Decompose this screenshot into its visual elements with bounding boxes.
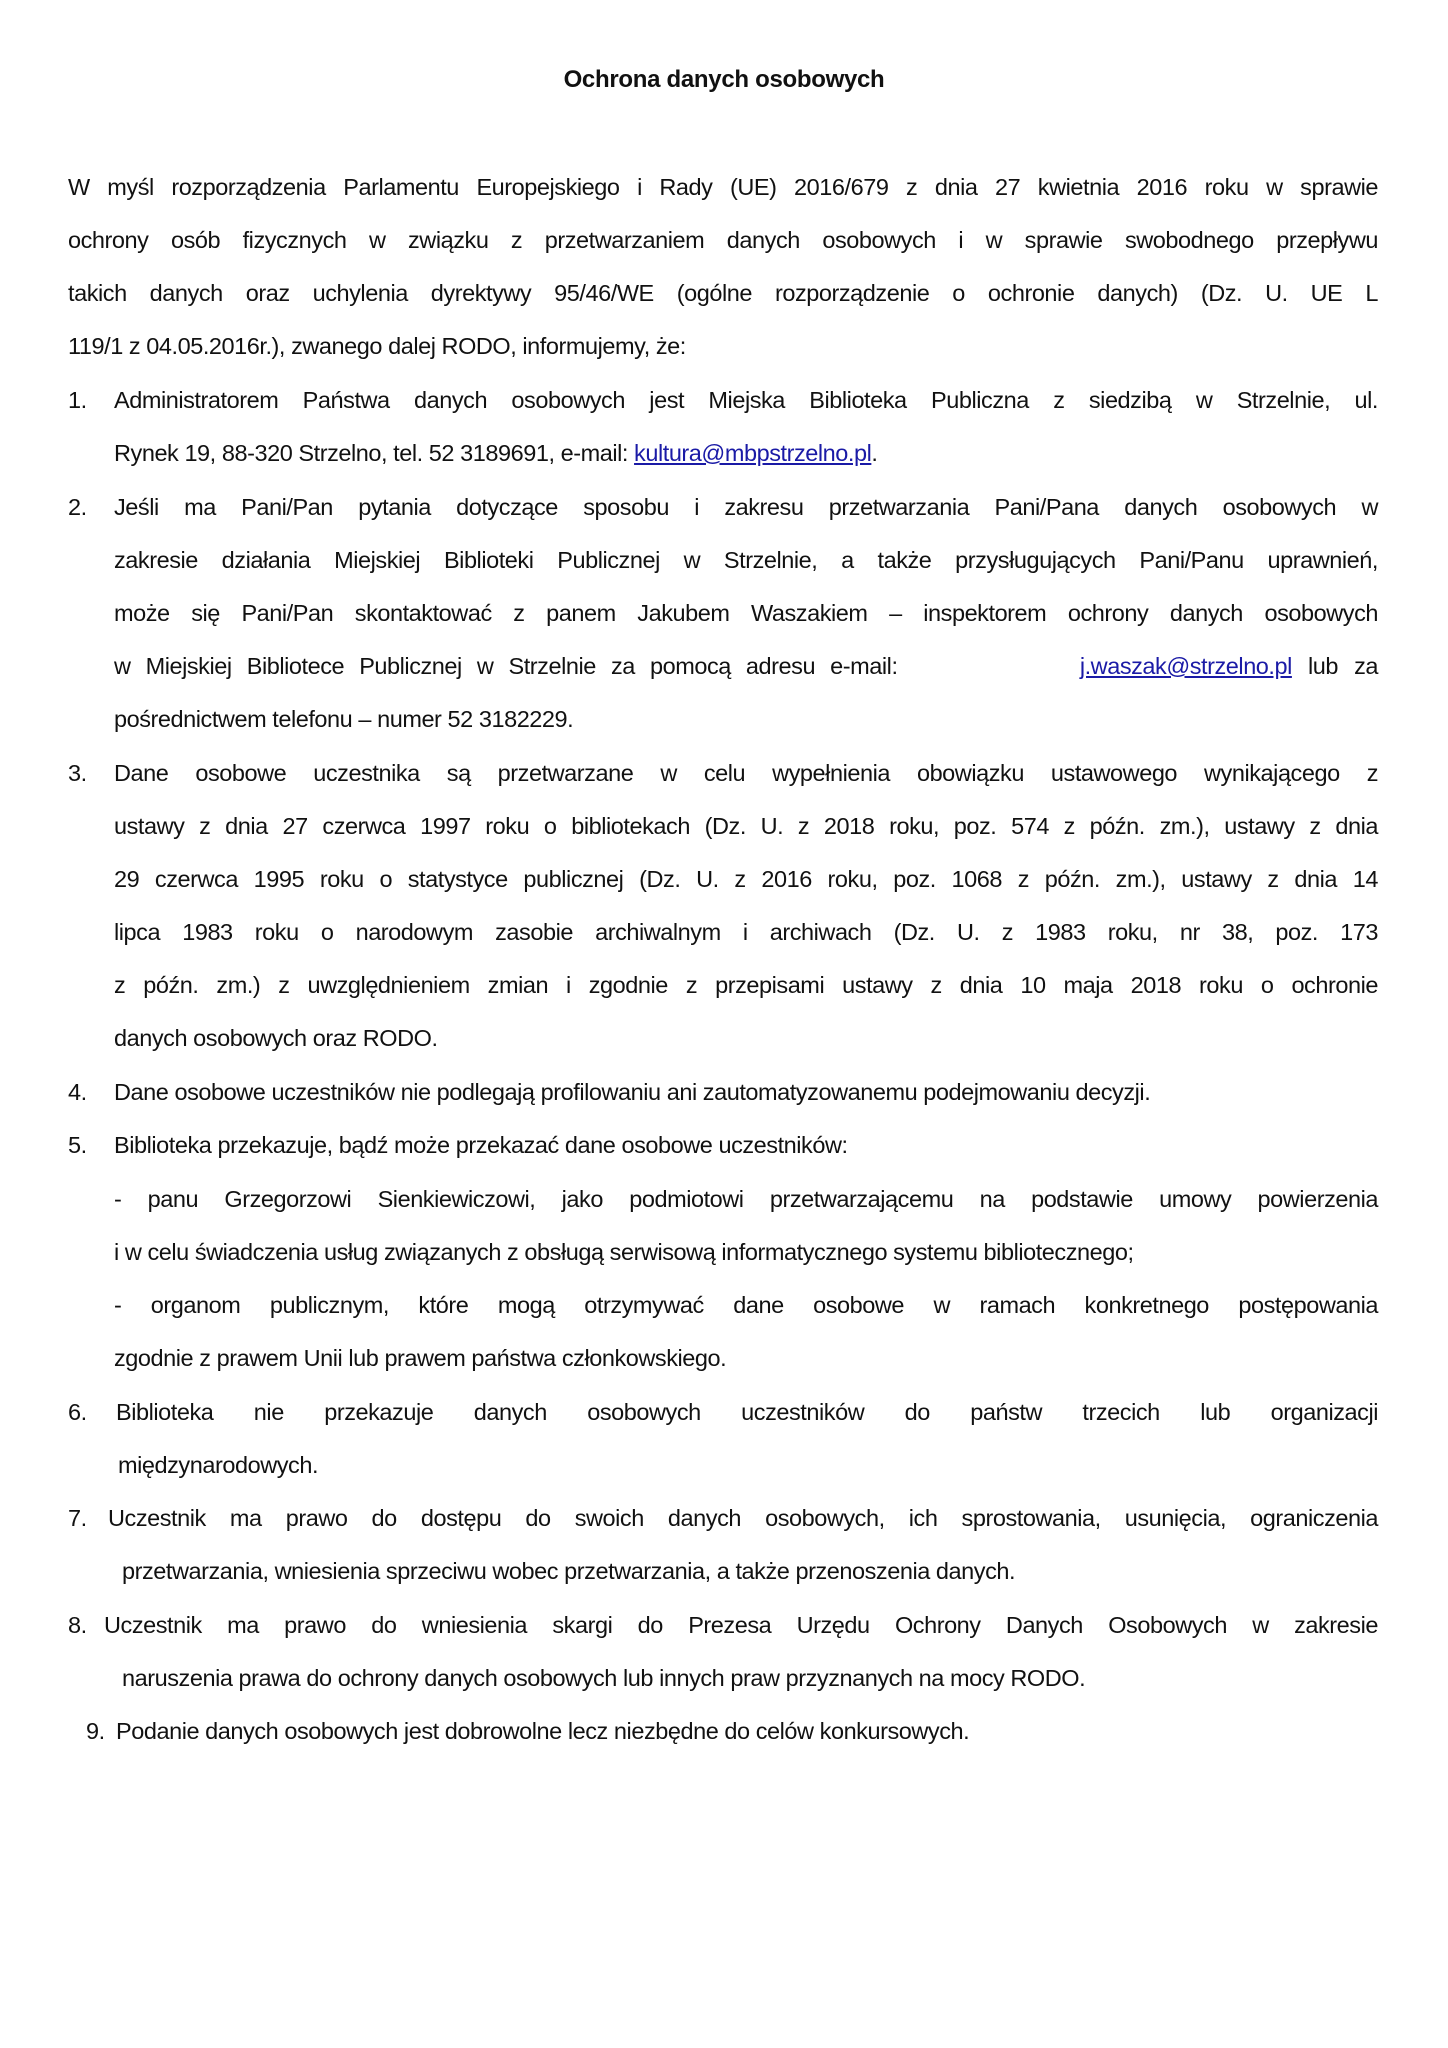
item-number: 9. [86,1718,105,1744]
item-line: Administratorem Państwa danych osobowych jest Miejska Biblioteka Publiczna z siedzibą w Strzelnie, ul. [114,387,1378,413]
intro-line: takich danych oraz uchylenia dyrektywy 95/46/WE (ogólne rozporządzenie o ochronie danych) (Dz. U. UE L [68,280,1378,306]
intro-line: W myśl rozporządzenia Parlamentu Europejskiego i Rady (UE) 2016/679 z dnia 27 kwietnia 2016 roku w sprawie [68,174,1378,200]
item-line: może się Pani/Pan skontaktować z panem Jakubem Waszakiem – inspektorem ochrony danych osobowych [114,600,1378,626]
item-number: 5. [68,1132,87,1158]
item-line: międzynarodowych. [118,1452,319,1478]
item-number: 2. [68,494,87,520]
item-line: Dane osobowe uczestników nie podlegają profilowaniu ani zautomatyzowanemu podejmowaniu decyzji. [114,1079,1151,1105]
item-line: - organom publicznym, które mogą otrzymywać dane osobowe w ramach konkretnego postępowania [114,1292,1378,1318]
document-title: Ochrona danych osobowych [563,66,885,93]
item-text: Rynek 19, 88-320 Strzelno, tel. 52 3189691, e-mail: [114,440,635,466]
item-line: zgodnie z prawem Unii lub prawem państwa członkowskiego. [114,1345,727,1371]
item-number: 3. [68,760,87,786]
item-line: Uczestnik ma prawo do dostępu do swoich danych osobowych, ich sprostowania, usunięcia, ograniczenia [108,1505,1378,1531]
item-line: ustawy z dnia 27 czerwca 1997 roku o bibliotekach (Dz. U. z 2018 roku, poz. 574 z późn. zm.), ustawy z dnia [114,813,1378,839]
item-number: 4. [68,1079,87,1105]
intro-line: 119/1 z 04.05.2016r.), zwanego dalej RODO, informujemy, że: [68,333,686,359]
item-line: lipca 1983 roku o narodowym zasobie archiwalnym i archiwach (Dz. U. z 1983 roku, nr 38, poz. 173 [114,919,1378,945]
item-line: - panu Grzegorzowi Sienkiewiczowi, jako podmiotowi przetwarzającemu na podstawie umowy powierzenia [114,1186,1378,1212]
item-line: z późn. zm.) z uwzględnieniem zmian i zgodnie z przepisami ustawy z dnia 10 maja 2018 roku o ochronie [114,972,1378,998]
item-line: Podanie danych osobowych jest dobrowolne lecz niezbędne do celów konkursowych. [116,1718,970,1744]
item-line: Biblioteka nie przekazuje danych osobowych uczestników do państw trzecich lub organizacji [116,1399,1378,1425]
item-line: danych osobowych oraz RODO. [114,1025,438,1051]
item-text: w Miejskiej Bibliotece Publicznej w Strzelnie za pomocą adresu e-mail: [114,653,898,679]
item-line [114,651,1378,681]
email-link-kultura[interactable]: kultura@mbpstrzelno.pl [634,440,872,466]
email-link-waszak[interactable]: j.waszak@strzelno.pl [1079,653,1292,679]
intro-line: ochrony osób fizycznych w związku z przetwarzaniem danych osobowych i w sprawie swobodnego przepływu [68,227,1378,253]
item-line: przetwarzania, wniesienia sprzeciwu wobec przetwarzania, a także przenoszenia danych. [122,1558,1016,1584]
item-line: Dane osobowe uczestnika są przetwarzane w celu wypełnienia obowiązku ustawowego wynikającego z [114,760,1378,786]
item-line: zakresie działania Miejskiej Biblioteki Publicznej w Strzelnie, a także przysługujących Pani/Panu uprawnień, [114,547,1378,573]
item-text: . [871,440,878,466]
item-line: 29 czerwca 1995 roku o statystyce publicznej (Dz. U. z 2016 roku, poz. 1068 z późn. zm.), ustawy z dnia 14 [114,866,1378,892]
item-line [114,438,877,468]
item-line: Uczestnik ma prawo do wniesienia skargi do Prezesa Urzędu Ochrony Danych Osobowych w zakresie [104,1612,1378,1638]
item-text: lub za [1291,653,1378,679]
item-number: 6. [68,1399,87,1425]
item-line: i w celu świadczenia usług związanych z obsługą serwisową informatycznego systemu bibliotecznego; [114,1239,1134,1265]
item-number: 1. [68,387,87,413]
item-number: 8. [68,1612,87,1638]
item-line: Jeśli ma Pani/Pan pytania dotyczące sposobu i zakresu przetwarzania Pani/Pana danych osobowych w [114,494,1378,520]
item-number: 7. [68,1505,87,1531]
item-line: pośrednictwem telefonu – numer 52 3182229. [114,706,574,732]
item-line: Biblioteka przekazuje, bądź może przekazać dane osobowe uczestników: [114,1132,848,1158]
item-line: naruszenia prawa do ochrony danych osobowych lub innych praw przyznanych na mocy RODO. [122,1665,1086,1691]
